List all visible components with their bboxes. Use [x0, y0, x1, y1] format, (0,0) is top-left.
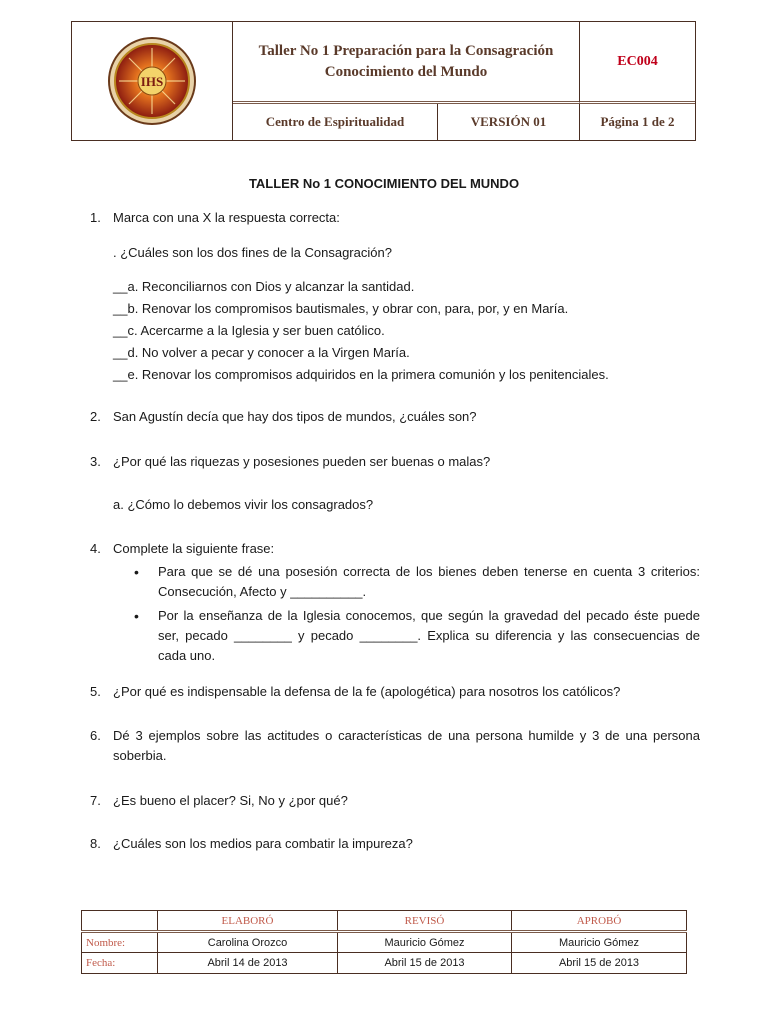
table-cell: Abril 14 de 2013: [158, 953, 338, 974]
q8-text: ¿Cuáles son los medios para combatir la impureza?: [113, 836, 413, 851]
q1-text: Marca con una X la respuesta correcta:: [113, 210, 340, 225]
q3-subquestion: a. ¿Cómo lo debemos vivir los consagrados?: [113, 497, 374, 512]
page-number: Página 1 de 2: [600, 114, 675, 129]
q5-number: 5.: [90, 684, 101, 699]
q1-option-c: __c. Acercarme a la Iglesia y ser buen católico.: [113, 323, 385, 338]
q5-text: ¿Por qué es indispensable la defensa de la fe (apologética) para nosotros los católicos?: [113, 684, 621, 699]
document-code: EC004: [580, 22, 695, 104]
header-title: [233, 22, 580, 104]
signature-header-elaboro: ELABORÓ: [158, 911, 338, 932]
q2-number: 2.: [90, 409, 101, 424]
bullet-icon: •: [134, 608, 139, 624]
q6-number: 6.: [90, 728, 101, 743]
document-title: TALLER No 1 CONOCIMIENTO DEL MUNDO: [248, 176, 520, 191]
q3-text: ¿Por qué las riquezas y posesiones pueden ser buenas o malas?: [113, 454, 491, 469]
signature-header-empty: [82, 911, 158, 932]
signature-row-nombre: [82, 932, 687, 953]
q1-subquestion: . ¿Cuáles son los dos fines de la Consagración?: [113, 245, 392, 260]
signature-header-aprobo: APROBÓ: [512, 911, 687, 932]
version-label: VERSIÓN 01: [438, 104, 580, 140]
q4-bullet-1: Para que se dé una posesión correcta de los bienes deben tenerse en cuenta 3 criterios: Consecución, Afecto y __________.: [158, 564, 700, 599]
q4-text: Complete la siguiente frase:: [113, 541, 275, 556]
q2-text: San Agustín decía que hay dos tipos de mundos, ¿cuáles son?: [113, 409, 477, 424]
header-title-line2: Conocimiento del Mundo: [324, 63, 488, 80]
row-label: Fecha:: [82, 953, 158, 974]
q3-number: 3.: [90, 454, 101, 469]
q4-number: 4.: [90, 541, 101, 556]
q8-number: 8.: [90, 836, 101, 851]
signature-row-fecha: [82, 953, 687, 974]
logo-cell: [72, 22, 233, 140]
table-cell: Abril 15 de 2013: [512, 953, 687, 974]
bullet-icon: •: [134, 564, 139, 580]
q7-number: 7.: [90, 793, 101, 808]
q1-option-b: __b. Renovar los compromisos bautismales, y obrar con, para, por, y en María.: [113, 301, 569, 316]
table-cell: Mauricio Gómez: [338, 932, 512, 953]
signature-header-row: [82, 911, 687, 932]
q7-text: ¿Es bueno el placer? Si, No y ¿por qué?: [113, 793, 348, 808]
table-cell: Carolina Orozco: [158, 932, 338, 953]
q1-number: 1.: [90, 210, 101, 225]
table-cell: Mauricio Gómez: [512, 932, 687, 953]
center-name: Centro de Espiritualidad: [233, 104, 438, 140]
q6-text: Dé 3 ejemplos sobre las actitudes o características de una persona humilde y 3 de una persona soberbia.: [113, 728, 700, 763]
q1-option-e: __e. Renovar los compromisos adquiridos en la primera comunión y los penitenciales.: [113, 367, 609, 382]
signature-table: [81, 910, 687, 974]
signature-header-reviso: REVISÓ: [338, 911, 512, 932]
svg-text:IHS: IHS: [140, 74, 164, 89]
table-cell: Abril 15 de 2013: [338, 953, 512, 974]
document-header: [71, 21, 696, 141]
ihs-seal-icon: [107, 36, 197, 126]
row-label: Nombre:: [82, 932, 158, 953]
q1-option-d: __d. No volver a pecar y conocer a la Virgen María.: [113, 345, 410, 360]
q4-bullet-2: Por la enseñanza de la Iglesia conocemos, que según la gravedad del pecado éste puede ser, pecado ________ y pecado ________. Explica su diferencia y las consecuencias de cada uno.: [158, 608, 700, 663]
header-title-line1: Taller No 1 Preparación para la Consagración: [258, 42, 554, 59]
q1-option-a: __a. Reconciliarnos con Dios y alcanzar la santidad.: [113, 279, 415, 294]
